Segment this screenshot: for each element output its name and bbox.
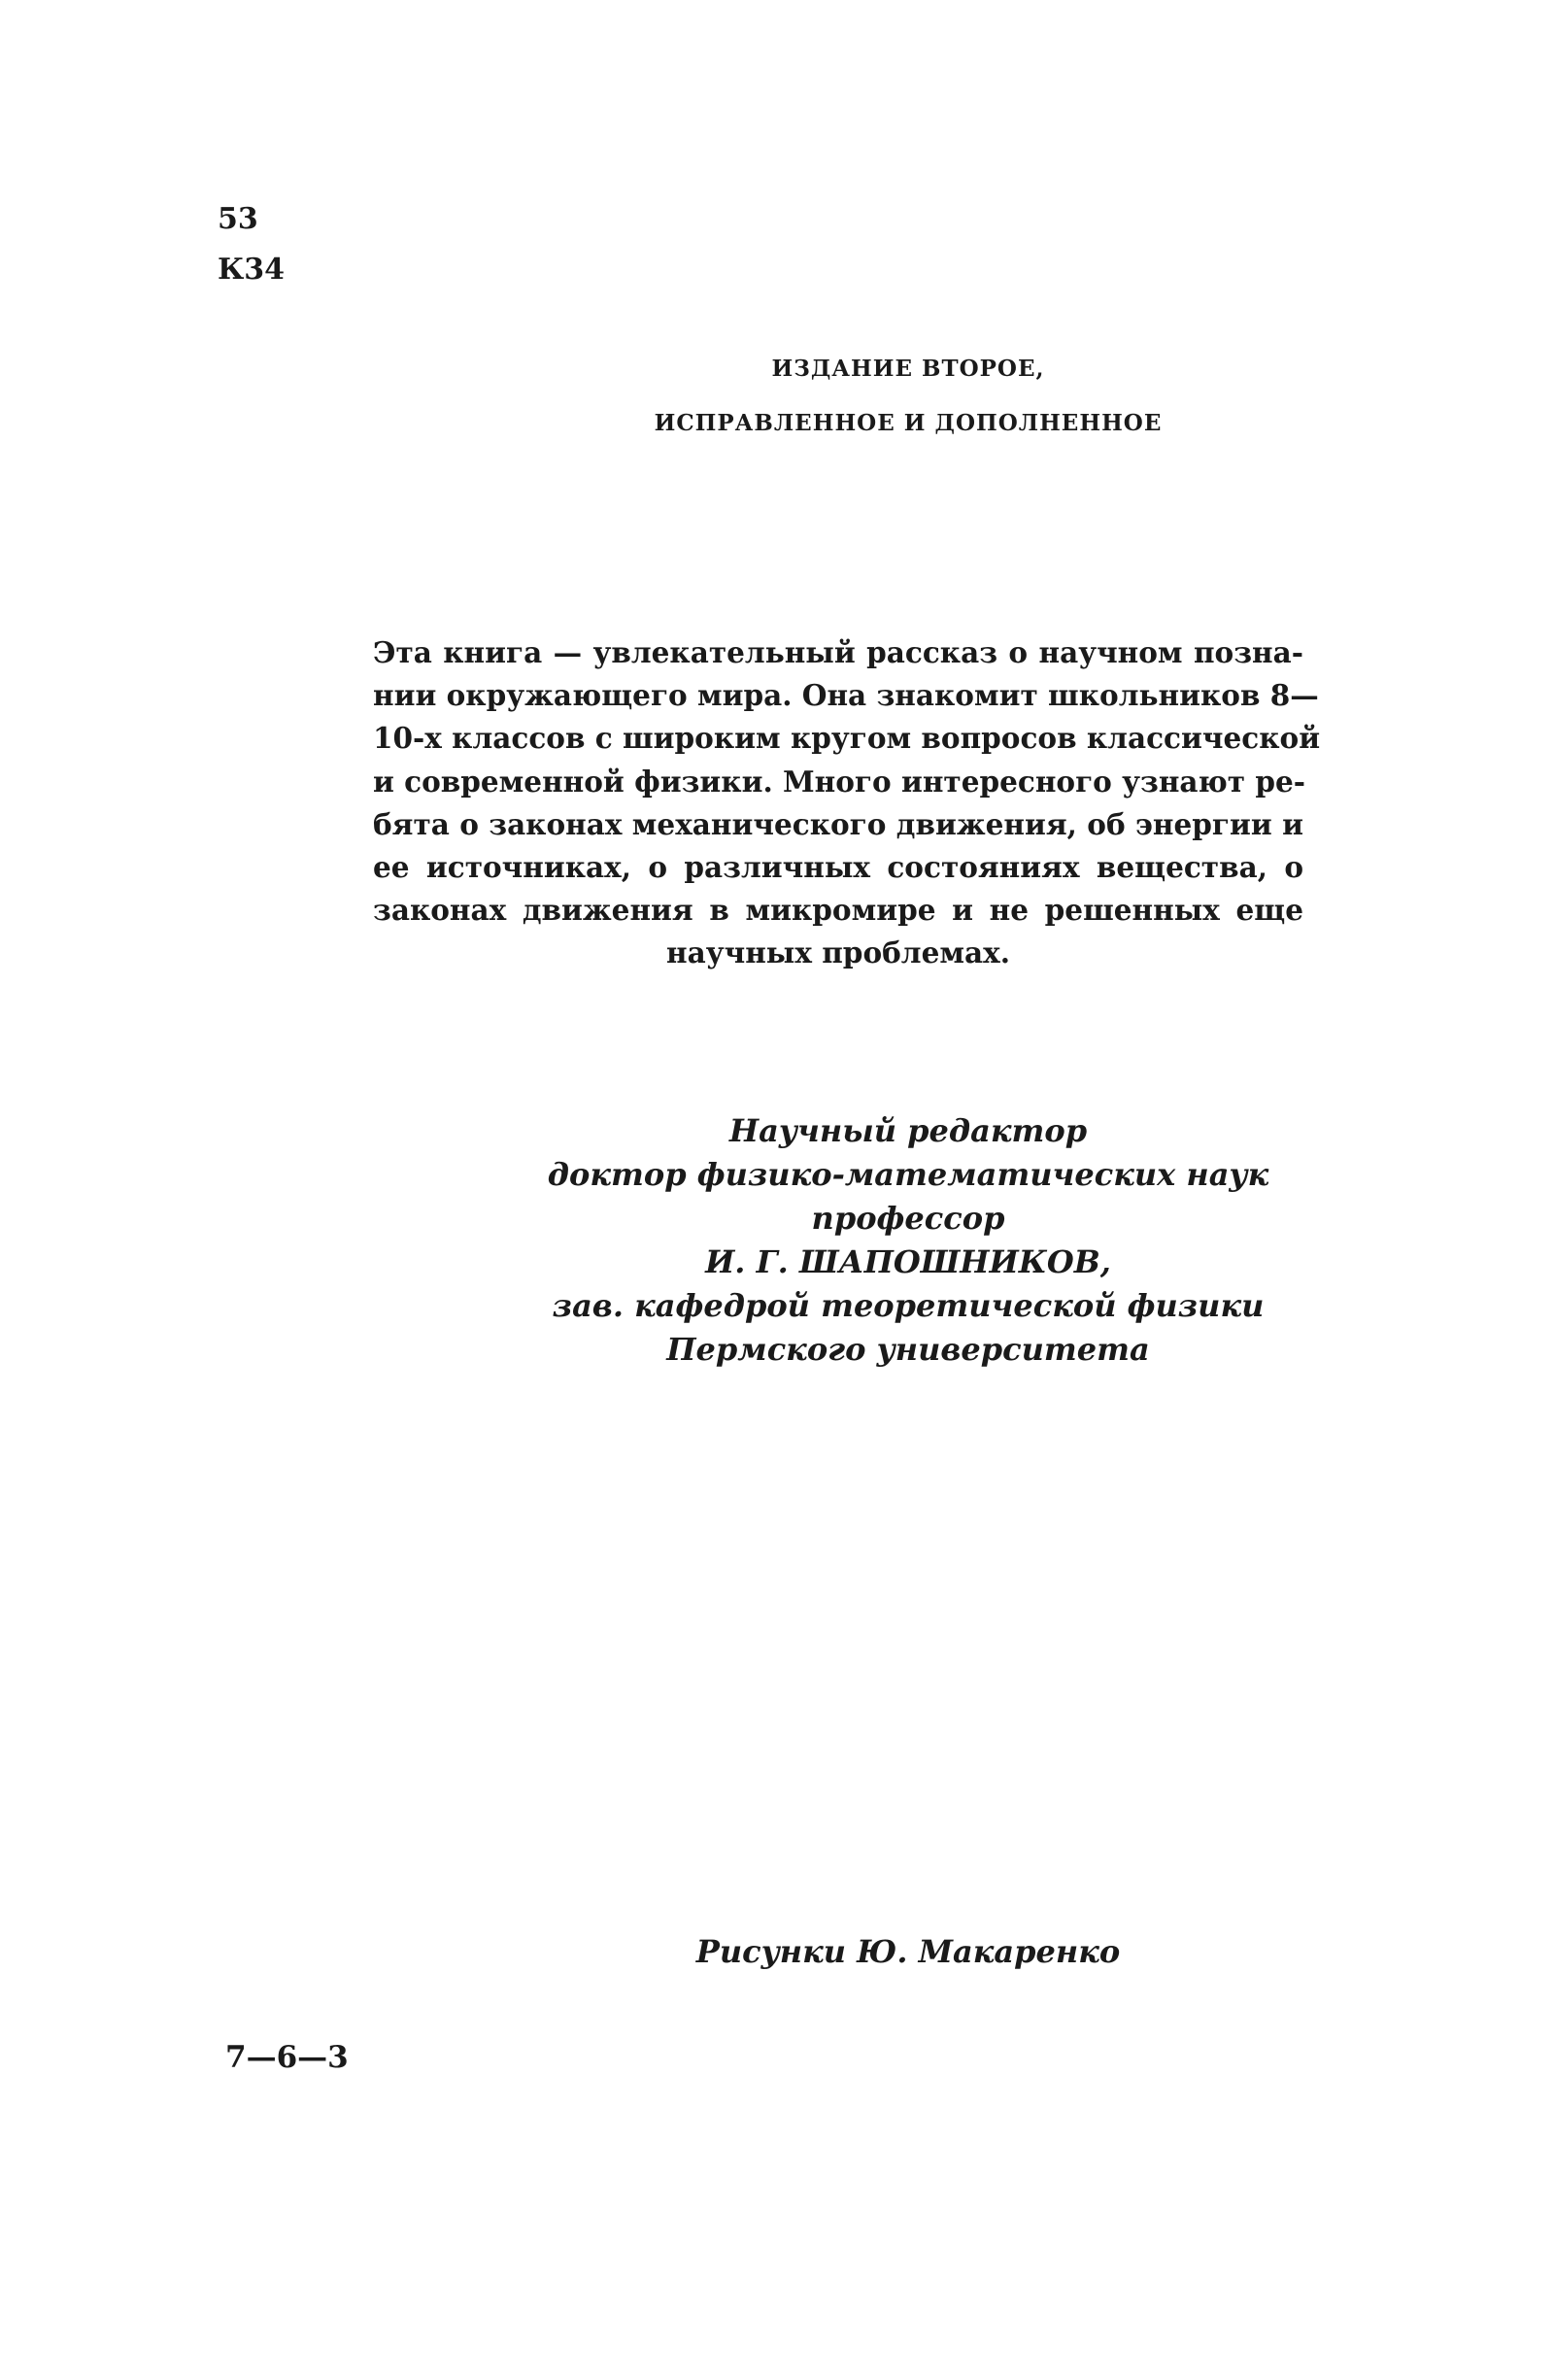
annotation-line: Эта книга — увлекательный рассказ о научном позна- bbox=[373, 635, 1303, 669]
editor-title: профессор bbox=[811, 1200, 1005, 1237]
edition-line-2: ИСПРАВЛЕННОЕ И ДОПОЛНЕННОЕ bbox=[654, 410, 1163, 436]
editor-role: Научный редактор bbox=[728, 1112, 1088, 1149]
edition-line-1: ИЗДАНИЕ ВТОРОЕ, bbox=[771, 356, 1045, 382]
annotation-line: нии окружающего мира. Она знакомит школьников 8— bbox=[373, 678, 1319, 713]
editor-degree: доктор физико-математических наук bbox=[547, 1156, 1269, 1193]
annotation-line: законах движения в микромире и не решенных еще bbox=[373, 893, 1303, 928]
editor-position: зав. кафедрой теоретической физики bbox=[552, 1287, 1265, 1324]
annotation-line: ее источниках, о различных состояниях вещества, о bbox=[373, 850, 1303, 885]
udc-code: 53 bbox=[218, 202, 258, 236]
annotation-paragraph bbox=[373, 631, 1321, 975]
annotation-line: научных проблемах. bbox=[666, 935, 1010, 970]
scientific-editor-block bbox=[0, 1109, 1554, 1372]
editor-name: И. Г. ШАПОШНИКОВ, bbox=[705, 1243, 1111, 1280]
author-mark: К34 bbox=[218, 253, 286, 287]
print-code: 7—6—3 bbox=[225, 2040, 349, 2075]
annotation-line: 10-х классов с широким кругом вопросов классической bbox=[373, 721, 1321, 756]
annotation-line: и современной физики. Много интересного узнают ре- bbox=[373, 764, 1305, 799]
edition-statement bbox=[0, 342, 1554, 451]
annotation-line: бята о законах механического движения, об энергии и bbox=[373, 806, 1303, 841]
editor-institution: Пермского университета bbox=[666, 1331, 1150, 1368]
illustrations-credit: Рисунки Ю. Макаренко bbox=[695, 1933, 1121, 1970]
classification-codes bbox=[218, 194, 285, 295]
